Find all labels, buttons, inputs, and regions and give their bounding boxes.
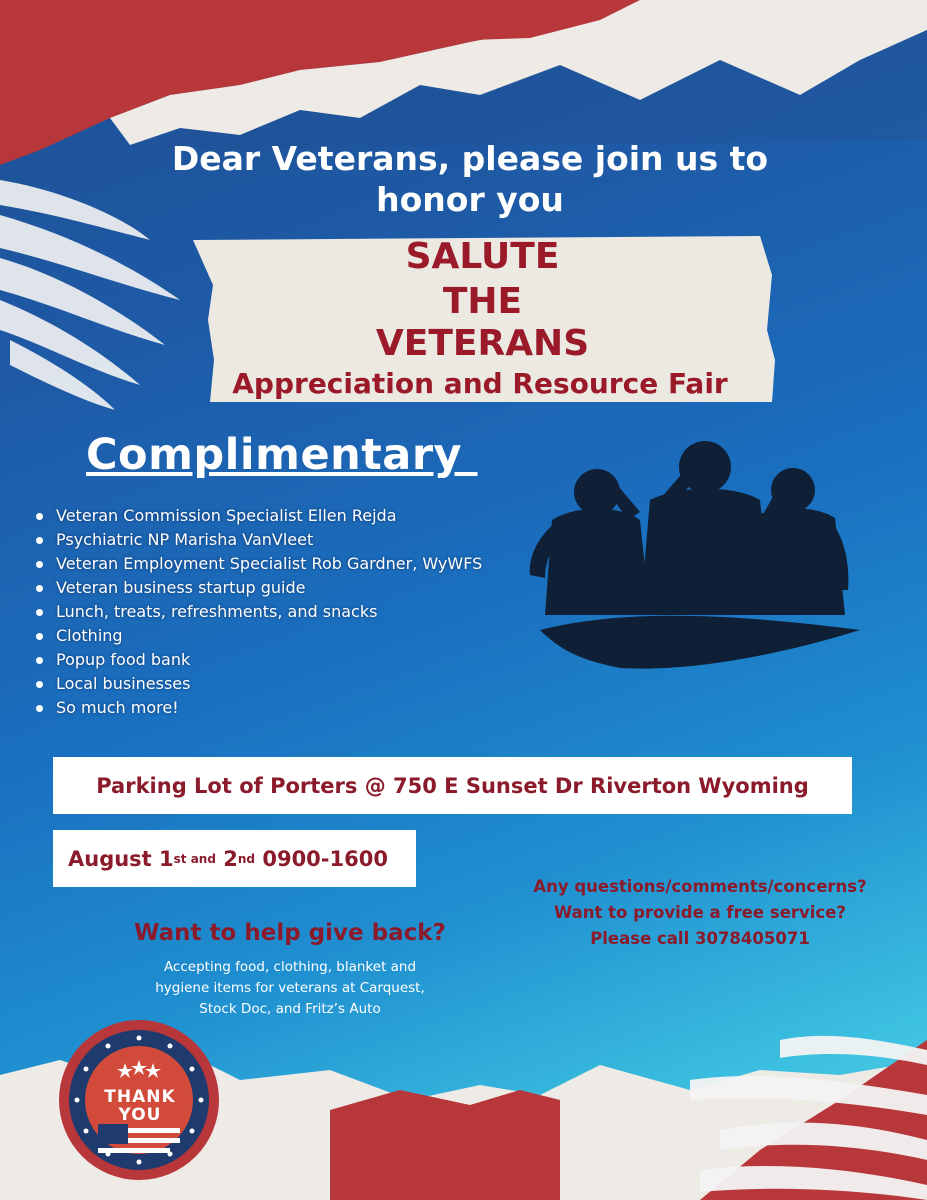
event-subtitle: Appreciation and Resource Fair	[232, 367, 728, 400]
badge-you: YOU	[118, 1105, 162, 1125]
date-sup-1: st and	[173, 851, 216, 866]
title-the: THE	[442, 281, 523, 322]
list-item-text: So much more!	[56, 698, 179, 717]
list-item-text: Lunch, treats, refreshments, and snacks	[56, 602, 378, 621]
title-salute: SALUTE	[405, 236, 560, 277]
give-back-title: Want to help give back?	[134, 920, 446, 946]
list-item-text: Local businesses	[56, 674, 191, 693]
date-sup-2: nd	[237, 851, 256, 866]
give-back-line-3: Stock Doc, and Fritz’s Auto	[199, 1001, 381, 1017]
list-item-text: Veteran business startup guide	[56, 578, 306, 597]
badge-thank: THANK	[104, 1087, 176, 1107]
headline-line-1: Dear Veterans, please join us to	[171, 139, 769, 178]
complimentary-heading: Complimentary	[86, 430, 478, 480]
headline-line-2: honor you	[376, 180, 564, 219]
questions-line-2: Want to provide a free service?	[554, 903, 846, 922]
date-day-2: 2	[215, 846, 238, 871]
questions-line-1: Any questions/comments/concerns?	[533, 877, 867, 896]
list-item-text: Psychiatric NP Marisha VanVleet	[56, 530, 314, 549]
date-time: 0900-1600	[255, 846, 388, 871]
list-item-text: Clothing	[56, 626, 123, 645]
give-back-line-1: Accepting food, clothing, blanket and	[163, 959, 417, 975]
phone-line[interactable]: Please call 3078405071	[590, 929, 810, 948]
date-month: August 1	[68, 846, 174, 871]
give-back-line-2: hygiene items for veterans at Carquest,	[155, 980, 425, 996]
list-item-text: Veteran Employment Specialist Rob Gardner, WyWFS	[56, 554, 483, 573]
title-veterans: VETERANS	[375, 323, 590, 364]
list-item-text: Veteran Commission Specialist Ellen Rejda	[56, 506, 397, 525]
location-text: Parking Lot of Porters @ 750 E Sunset Dr Riverton Wyoming	[96, 773, 809, 798]
list-item-text: Popup food bank	[56, 650, 191, 669]
